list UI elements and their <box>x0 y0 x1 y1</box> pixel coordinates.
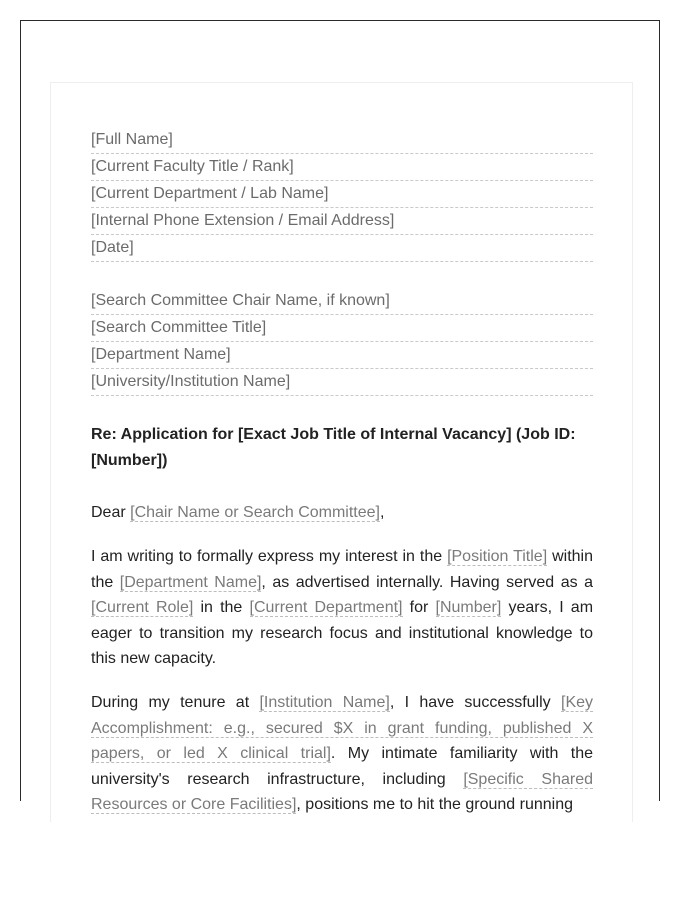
number-placeholder[interactable]: [Number] <box>435 599 502 617</box>
salutation <box>91 500 593 526</box>
p1-text-5: for <box>402 599 436 617</box>
key-accomplishment-placeholder[interactable]: [Key Accomplishment: e.g., secured $X in grant funding, published X papers, or led X clinical trial] <box>91 693 594 763</box>
p2-text-4: , positions me to hit the ground running <box>296 796 574 814</box>
p1-text-4: in the <box>193 599 250 617</box>
body-paragraph-1 <box>91 544 593 672</box>
letter-content <box>91 123 593 834</box>
p1-text-2: within the <box>91 548 593 591</box>
document-frame <box>20 20 660 814</box>
recipient-block <box>91 288 593 396</box>
current-department-placeholder[interactable]: [Current Department] <box>249 599 403 617</box>
sender-contact[interactable]: [Internal Phone Extension / Email Address] <box>91 208 593 235</box>
body-paragraph-2 <box>91 690 593 818</box>
recipient-institution[interactable]: [University/Institution Name] <box>91 369 593 396</box>
subject-line: Re: Application for [Exact Job Title of Internal Vacancy] (Job ID: [Number]) <box>91 426 576 469</box>
p2-text-3: . My intimate familiarity with the university's research infrastructure, including <box>91 745 594 788</box>
p1-text-1: I am writing to formally express my interest in the <box>91 548 448 565</box>
sender-block <box>91 127 593 262</box>
p1-text-6: years, I am eager to transition my research focus and institutional knowledge to this new capacity. <box>91 599 594 668</box>
position-title-placeholder[interactable]: [Position Title] <box>447 548 548 565</box>
salutation-placeholder[interactable]: [Chair Name or Search Committee] <box>130 504 380 521</box>
p2-text-2: , I have successfully <box>389 693 561 711</box>
letter-page <box>50 82 633 822</box>
sender-department[interactable]: [Current Department / Lab Name] <box>91 181 593 208</box>
shared-resources-placeholder[interactable]: [Specific Shared Resources or Core Facilities] <box>91 770 593 814</box>
p1-text-3: , as advertised internally. Having served as a <box>261 573 594 591</box>
letter-date[interactable]: [Date] <box>91 235 593 262</box>
salutation-suffix: , <box>379 504 385 521</box>
recipient-title[interactable]: [Search Committee Title] <box>91 315 593 342</box>
department-name-placeholder[interactable]: [Department Name] <box>119 573 262 591</box>
p2-text-1: During my tenure at <box>91 693 260 711</box>
current-role-placeholder[interactable]: [Current Role] <box>91 599 194 617</box>
institution-name-placeholder[interactable]: [Institution Name] <box>259 693 390 711</box>
recipient-chair-name[interactable]: [Search Committee Chair Name, if known] <box>91 288 593 315</box>
salutation-prefix: Dear <box>91 504 131 521</box>
recipient-department[interactable]: [Department Name] <box>91 342 593 369</box>
sender-faculty-title[interactable]: [Current Faculty Title / Rank] <box>91 154 593 181</box>
sender-full-name[interactable]: [Full Name] <box>91 127 593 154</box>
